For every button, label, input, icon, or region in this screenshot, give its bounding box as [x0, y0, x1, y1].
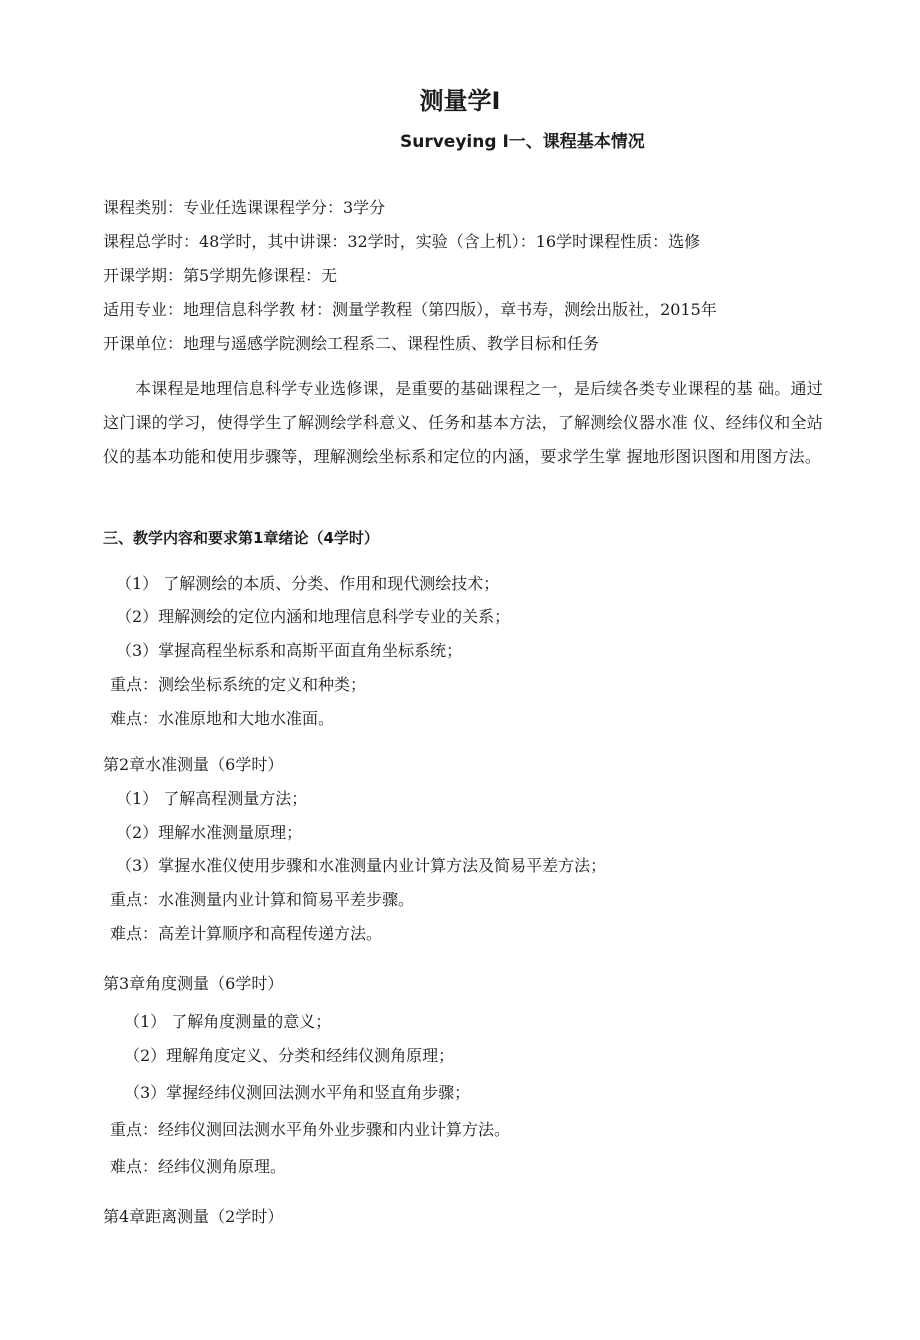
ch2-keypoint: 重点：水准测量内业计算和简易平差步骤。	[110, 890, 415, 909]
ch2-heading: 第2章水准测量（6学时）	[103, 755, 284, 774]
ch1-item-2: （2）理解测绘的定位内涵和地理信息科学专业的关系；	[116, 607, 511, 626]
ch1-keypoint: 重点：测绘坐标系统的定义和种类；	[110, 675, 367, 694]
ch3-item-2: （2）理解角度定义、分类和经纬仪测角原理；	[124, 1046, 455, 1065]
intro-paragraph: 本课程是地理信息科学专业选修课，是重要的基础课程之一，是后续各类专业课程的基 础。通过这门课的学习，使得学生了解测绘学科意义、任务和基本方法，了解测绘仪器水准 仪、经纬仪和全站仪的基本功能和使用步骤等，理解测绘坐标系和定位的内涵，要求学生掌 握地形图识图和用图方法。	[103, 379, 823, 466]
info-line-hours: 课程总学时：48学时，其中讲课：32学时，实验（含上机）：16学时课程性质：选修	[103, 232, 701, 251]
info-line-semester: 开课学期：第5学期先修课程：无	[103, 266, 338, 285]
ch4-heading: 第4章距离测量（2学时）	[103, 1207, 284, 1226]
ch3-item-3: （3）掌握经纬仪测回法测水平角和竖直角步骤；	[124, 1083, 471, 1102]
ch1-item-3: （3）掌握高程坐标系和高斯平面直角坐标系统；	[116, 641, 463, 660]
ch2-item-2: （2）理解水准测量原理；	[116, 823, 303, 842]
ch3-heading: 第3章角度测量（6学时）	[103, 974, 284, 993]
page-subtitle: Surveying I一、课程基本情况	[400, 132, 645, 152]
page-title: 测量学I	[419, 87, 501, 115]
ch3-difficulty: 难点：经纬仪测角原理。	[110, 1157, 287, 1176]
info-line-category: 课程类别：专业任选课课程学分：3学分	[103, 198, 386, 217]
section-3-heading: 三、教学内容和要求第1章绪论（4学时）	[103, 529, 379, 547]
ch3-keypoint: 重点：经纬仪测回法测水平角外业步骤和内业计算方法。	[110, 1120, 511, 1139]
info-line-major: 适用专业：地理信息科学教 材：测量学教程（第四版），章书寿，测绘出版社，2015年	[103, 300, 717, 319]
ch2-difficulty: 难点：高差计算顺序和高程传递方法。	[110, 924, 383, 943]
ch2-item-3: （3）掌握水准仪使用步骤和水准测量内业计算方法及简易平差方法；	[116, 856, 607, 875]
ch1-difficulty: 难点：水准原地和大地水准面。	[110, 709, 335, 728]
ch3-item-1: （1） 了解角度测量的意义；	[124, 1012, 332, 1031]
ch2-item-1: （1） 了解高程测量方法；	[116, 789, 308, 808]
info-line-unit: 开课单位：地理与遥感学院测绘工程系二、课程性质、教学目标和任务	[103, 334, 600, 353]
ch1-item-1: （1） 了解测绘的本质、分类、作用和现代测绘技术；	[116, 574, 500, 593]
